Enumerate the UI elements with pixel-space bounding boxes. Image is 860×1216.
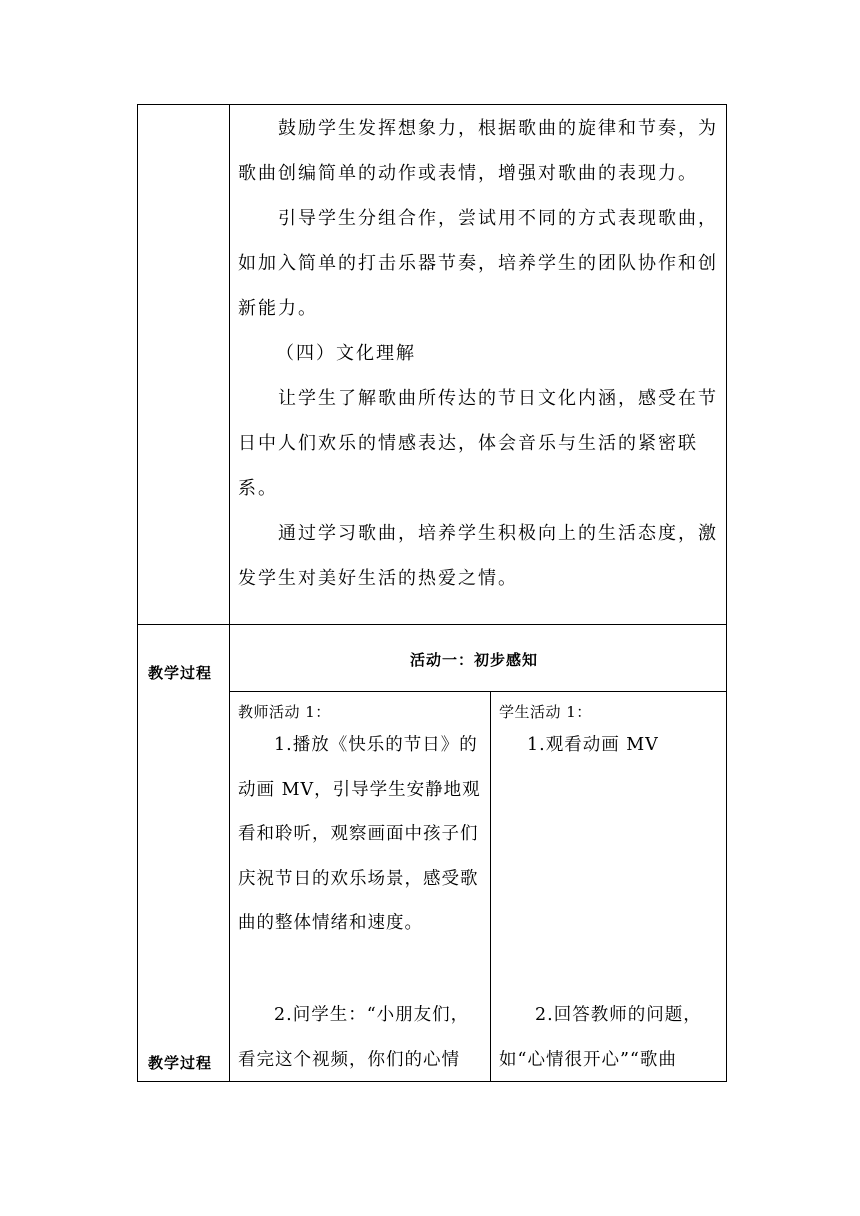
- table-left-border: [137, 104, 138, 1082]
- paragraph-text: 让学生了解歌曲所传达的节日文化内涵，感受在节日中人们欢乐的情感表达，体会音乐与生活的紧密联系。: [238, 388, 718, 499]
- heading-text: （四）文化理解: [276, 343, 416, 364]
- paragraph-text: 鼓励学生发挥想象力，根据歌曲的旋律和节奏，为歌曲创编简单的动作或表情，增强对歌曲的表现力。: [238, 118, 718, 184]
- paragraph-life-attitude: [238, 511, 720, 601]
- teacher-item-text: 1.播放《快乐的节日》的动画 MV，引导学生安静地观看和聆听，观察画面中孩子们庆祝节日的欢乐场景，感受歌曲的整体情绪和速度。: [238, 735, 481, 933]
- paragraph-text: 引导学生分组合作，尝试用不同的方式表现歌曲，如加入简单的打击乐器节奏，培养学生的团队协作和创新能力。: [238, 208, 718, 319]
- table-top-border: [137, 104, 727, 105]
- student-activity-item-1: [499, 723, 721, 768]
- teacher-activity-item-2: [238, 993, 484, 1082]
- student-item-text: 1.观看动画 MV: [527, 735, 659, 755]
- teacher-activity-header: 教师活动 1：: [238, 703, 331, 721]
- table-right-border: [726, 104, 727, 1082]
- student-item-text: 2.回答教师的问题，如“心情很开心”“歌曲: [499, 1005, 702, 1070]
- activity-title-divider: [229, 691, 727, 692]
- paragraph-festival-culture: [238, 376, 720, 511]
- row-label-teaching-process-continued: 教学过程: [148, 1054, 213, 1072]
- label-column-divider: [229, 104, 230, 1082]
- section-divider: [137, 624, 727, 625]
- student-activity-header: 学生活动 1：: [499, 703, 592, 721]
- activity-column-divider: [490, 691, 491, 1082]
- paragraph-creative-expression: [238, 106, 720, 196]
- student-activity-item-2: [499, 993, 723, 1082]
- section-heading-culture: [276, 331, 758, 376]
- activity-title: 活动一：初步感知: [410, 651, 539, 669]
- teacher-item-text: 2.问学生：“小朋友们，看完这个视频，你们的心情: [238, 1005, 470, 1070]
- row-label-teaching-process: 教学过程: [148, 664, 213, 682]
- paragraph-text: 通过学习歌曲，培养学生积极向上的生活态度，激发学生对美好生活的热爱之情。: [238, 523, 718, 589]
- paragraph-group-cooperation: [238, 196, 720, 331]
- teacher-activity-item-1: [238, 723, 484, 946]
